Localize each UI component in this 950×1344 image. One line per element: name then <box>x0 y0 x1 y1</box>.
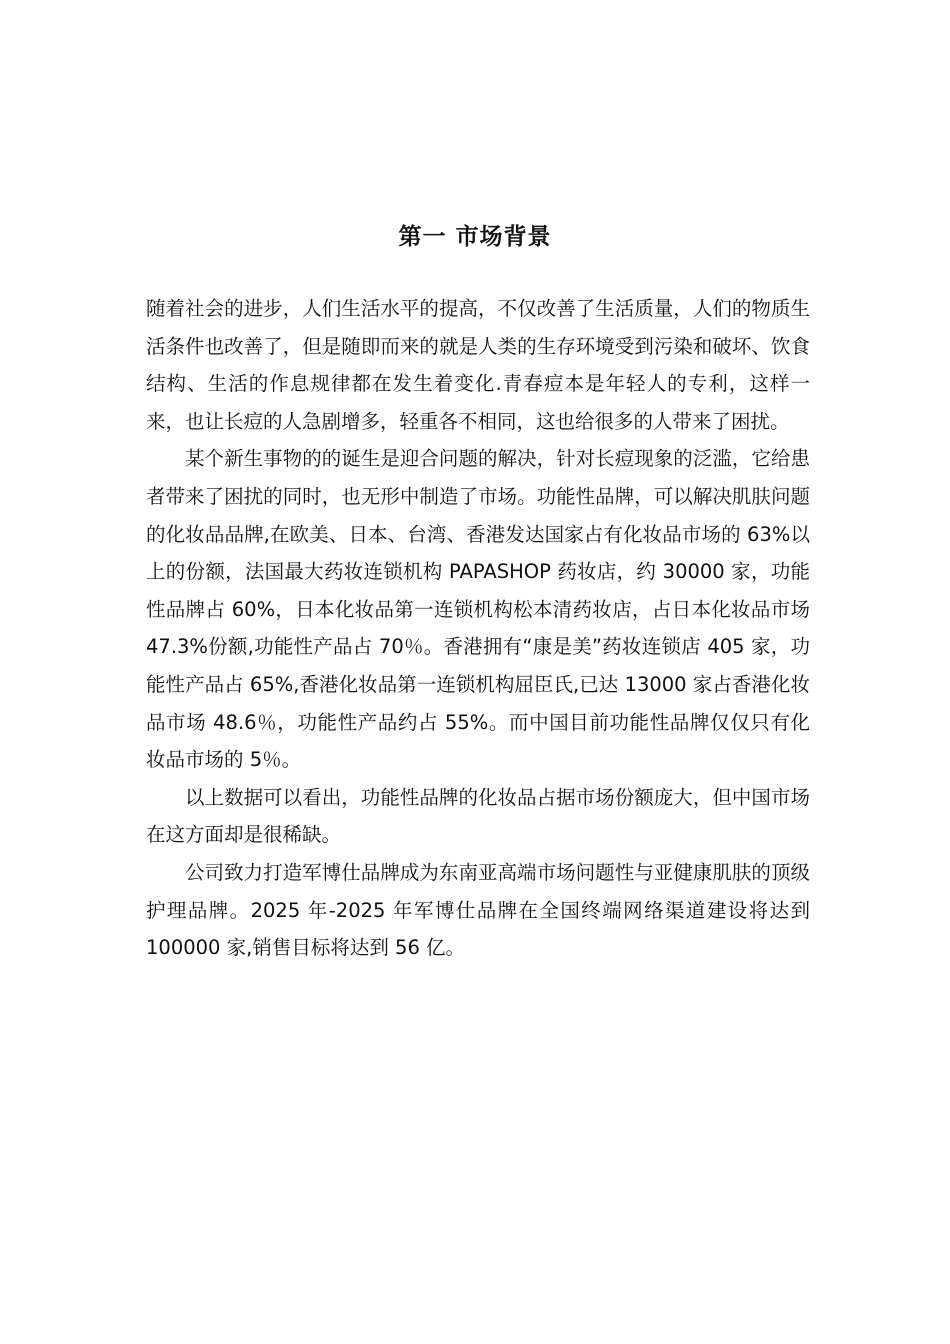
section-title: 第一 市场背景 <box>398 224 552 250</box>
paragraph-conclusion: 以上数据可以看出，功能性品牌的化妆品占据市场份额庞大，但中国市场在这方面却是很稀缺。 <box>146 785 810 847</box>
paragraph-market-data: 某个新生事物的的诞生是迎合问题的解决，针对长痘现象的泛滥，它给患者带来了困扰的同时，也无形中制造了市场。功能性品牌，可以解决肌肤问题的化妆品品牌,在欧美、日本、台湾、香港发达国家占有化妆品市场的 63%以上的份额，法国最大药妆连锁机构 PAPASHOP 药妆店，约 30000 家，功能性品牌占 60%，日本化妆品第一连锁机构松本清药妆店，占日本化妆品市场 47.3%份额,功能性产品占 70％。香港拥有“康是美”药妆连锁店 405 家，功能性产品占 65%,香港化妆品第一连锁机构屈臣氏,已达 13000 家占香港化妆品市场 48.6％，功能性产品约占 55%。而中国目前功能性品牌仅仅只有化妆品市场的 5％。 <box>146 447 810 772</box>
document-body <box>146 290 810 967</box>
paragraph-company-goal: 公司致力打造军博仕品牌成为东南亚高端市场问题性与亚健康肌肤的顶级护理品牌。2025 年-2025 年军博仕品牌在全国终端网络渠道建设将达到 100000 家,销售目标将达到 56 亿。 <box>146 860 810 960</box>
paragraph-background: 随着社会的进步，人们生活水平的提高，不仅改善了生活质量，人们的物质生活条件也改善了，但是随即而来的就是人类的生存环境受到污染和破坏、饮食结构、生活的作息规律都在发生着变化.青春痘本是年轻人的专利，这样一来，也让长痘的人急剧增多，轻重各不相同，这也给很多的人带来了困扰。 <box>146 297 810 433</box>
